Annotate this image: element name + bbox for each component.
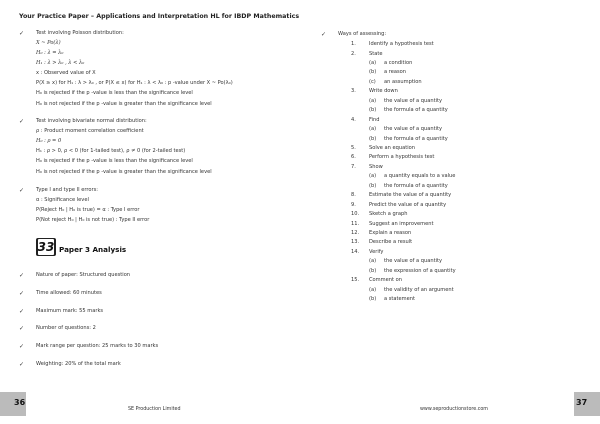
- ways-item-number: (c): [369, 78, 376, 85]
- ways-item-text: Verify: [369, 248, 384, 255]
- analysis-item: Nature of paper: Structured question: [36, 272, 131, 278]
- section-number-badge: [36, 238, 56, 256]
- check-icon: ✓: [19, 30, 25, 37]
- page-header-title: Your Practice Paper – Applications and Interpretation HL for IBDP Mathematics: [19, 13, 300, 20]
- ways-item-number: (b): [369, 107, 377, 114]
- bivariate-line-4: H₀ is rejected if the p -value is less than the significance level: [36, 158, 193, 164]
- ways-item-text: a condition: [384, 59, 413, 66]
- ways-item-text: a quantity equals to a value: [384, 173, 456, 180]
- poisson-title: Test involving Poisson distribution:: [36, 30, 124, 36]
- analysis-item: Maximum mark: 55 marks: [36, 308, 104, 314]
- ways-item-number: (b): [369, 296, 377, 303]
- ways-item-text: Describe a result: [369, 239, 413, 246]
- section-number: 33: [37, 240, 55, 254]
- check-icon: ✓: [19, 118, 25, 125]
- poisson-line-6: H₀ is rejected if the p -value is less than the significance level: [36, 90, 193, 96]
- ways-item-number: 1.: [351, 41, 356, 47]
- ways-item-text: Solve an equation: [369, 144, 415, 151]
- ways-item-number: 5.: [351, 144, 356, 151]
- page-number-right: 37: [576, 398, 588, 407]
- poisson-line-7: H₀ is not rejected if the p -value is greater than the significance level: [36, 101, 212, 107]
- ways-title: Ways of assessing:: [338, 31, 387, 37]
- analysis-item: Mark range per question: 25 marks to 30 marks: [36, 343, 159, 349]
- check-icon: ✓: [19, 325, 25, 332]
- ways-item-number: (a): [369, 258, 377, 265]
- ways-item-number: 14.: [351, 248, 360, 255]
- ways-item-text: a statement: [384, 296, 415, 303]
- ways-item-text: the formula of a quantity: [384, 135, 448, 142]
- section-title: Paper 3 Analysis: [59, 245, 127, 254]
- errors-line-2: P(Reject H₀ | H₀ is true) = α : Type I error: [36, 207, 140, 213]
- bivariate-line-5: H₀ is not rejected if the p -value is greater than the significance level: [36, 169, 212, 175]
- ways-item-text: a reason: [384, 69, 406, 76]
- ways-item-text: Show: [369, 163, 383, 170]
- ways-item-number: 12.: [351, 230, 360, 236]
- ways-item-number: 13.: [351, 239, 360, 246]
- ways-item-number: 10.: [351, 211, 360, 218]
- ways-item-number: 9.: [351, 201, 356, 208]
- check-icon: ✓: [19, 361, 25, 368]
- ways-item-text: the formula of a quantity: [384, 107, 448, 114]
- poisson-line-3: H₁ : λ > λ₀ , λ < λ₀: [36, 60, 85, 66]
- ways-item-text: Estimate the value of a quantity: [369, 192, 452, 199]
- ways-item-text: State: [369, 50, 383, 57]
- ways-item-number: (b): [369, 135, 377, 142]
- ways-item-number: 7.: [351, 163, 356, 170]
- ways-item-text: Perform a hypothesis test: [369, 154, 435, 161]
- ways-item-text: Identify a hypothesis test: [369, 41, 434, 47]
- ways-item-number: 8.: [351, 192, 356, 199]
- page-number-left: 36: [14, 398, 26, 407]
- check-icon: ✓: [19, 308, 25, 315]
- ways-item-text: Explain a reason: [369, 230, 412, 236]
- check-icon: ✓: [19, 272, 25, 279]
- errors-title: Type I and type II errors:: [36, 187, 98, 193]
- bivariate-line-3: H₁ : ρ > 0, ρ < 0 (for 1-tailed test), ρ ≠ 0 (for 2-tailed test): [36, 148, 186, 154]
- bivariate-line-2: H₀ : ρ = 0: [36, 138, 62, 144]
- poisson-line-1: X ~ Po(λ): [36, 40, 61, 46]
- ways-item-number: 2.: [351, 50, 356, 57]
- ways-item-text: Comment on: [369, 277, 402, 284]
- ways-item-text: Find: [369, 116, 380, 123]
- ways-item-text: Suggest an improvement: [369, 220, 434, 227]
- errors-line-3: P(Not reject H₀ | H₀ is not true) : Type II error: [36, 217, 150, 223]
- ways-item-number: (b): [369, 69, 377, 76]
- ways-item-number: (a): [369, 173, 377, 180]
- bivariate-line-1: ρ : Product moment correlation coefficient: [36, 128, 144, 134]
- ways-item-number: 6.: [351, 154, 356, 161]
- poisson-line-4: x : Observed value of X: [36, 70, 96, 76]
- ways-item-number: 3.: [351, 88, 356, 95]
- ways-item-text: the value of a quantity: [384, 126, 443, 132]
- ways-item-text: the validity of an argument: [384, 286, 454, 293]
- ways-item-text: the value of a quantity: [384, 97, 443, 104]
- ways-item-text: Sketch a graph: [369, 211, 408, 218]
- ways-item-text: Write down: [369, 88, 398, 95]
- errors-line-1: α : Significance level: [36, 197, 89, 203]
- check-icon: ✓: [19, 290, 25, 297]
- ways-item-number: (b): [369, 182, 377, 189]
- ways-item-text: the value of a quantity: [384, 258, 443, 265]
- analysis-item: Time allowed: 60 minutes: [36, 290, 102, 296]
- ways-item-number: 4.: [351, 116, 356, 123]
- bivariate-title: Test involving bivariate normal distribution:: [36, 118, 147, 124]
- check-icon: ✓: [321, 31, 327, 38]
- check-icon: ✓: [19, 187, 25, 194]
- ways-item-text: the expression of a quantity: [384, 267, 456, 274]
- ways-item-number: (a): [369, 286, 377, 293]
- ways-item-number: (a): [369, 59, 377, 66]
- poisson-line-2: H₀ : λ = λ₀: [36, 50, 64, 56]
- ways-item-text: Predict the value of a quantity: [369, 201, 447, 208]
- ways-item-number: (b): [369, 267, 377, 274]
- analysis-item: Weighting: 20% of the total mark: [36, 361, 121, 367]
- ways-item-number: (a): [369, 126, 377, 132]
- analysis-item: Number of questions: 2: [36, 325, 96, 331]
- ways-item-number: 15.: [351, 277, 360, 284]
- ways-item-text: the formula of a quantity: [384, 182, 448, 189]
- ways-item-number: 11.: [351, 220, 360, 227]
- ways-item-text: an assumption: [384, 78, 422, 85]
- check-icon: ✓: [19, 343, 25, 350]
- poisson-line-5: P(X ≥ x) for H₁ : λ > λ₀ , or P(X ≤ x) for H₁ : λ < λ₀ : p -value under X ~ Po(λ₀): [36, 80, 233, 86]
- ways-item-number: (a): [369, 97, 377, 104]
- publisher-name: SE Production Limited: [128, 407, 181, 412]
- website-url: www.seproductionstore.com: [420, 407, 488, 412]
